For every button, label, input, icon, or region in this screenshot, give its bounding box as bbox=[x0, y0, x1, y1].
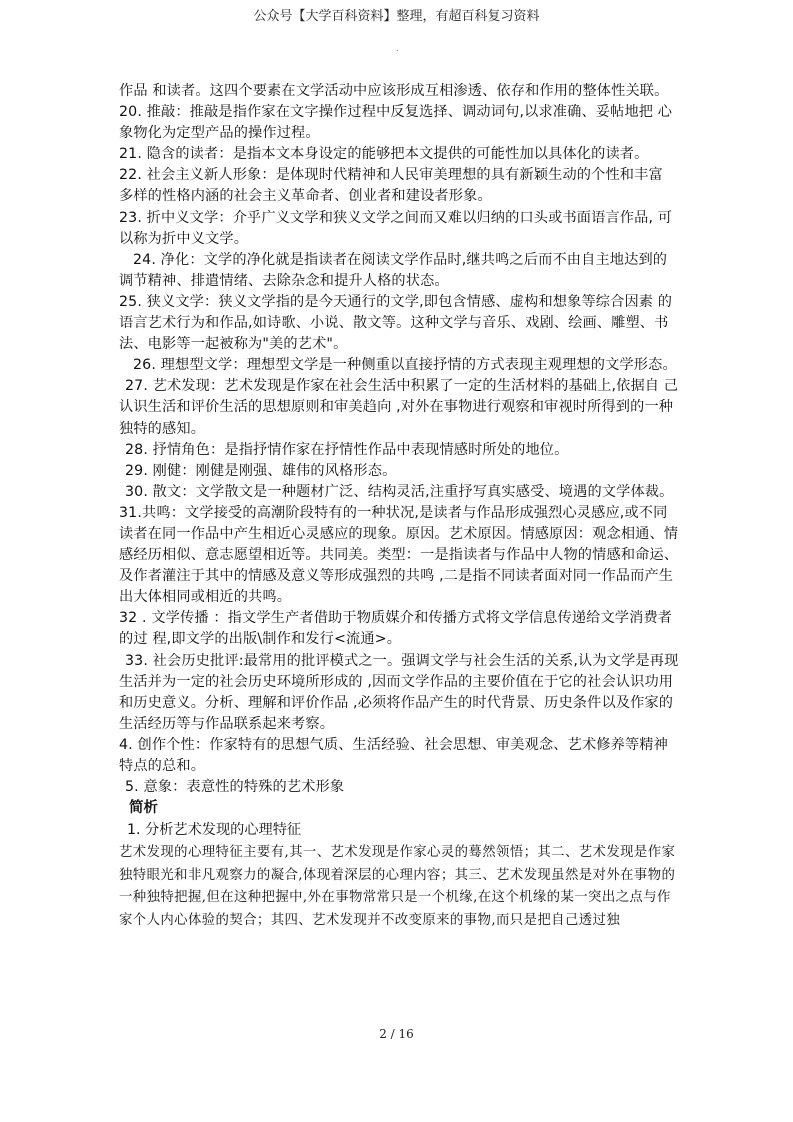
section-heading: 简析 bbox=[129, 800, 158, 817]
paragraph-30: 30. 散文：文学散文是一种题材广泛、结构灵活,注重抒写真实感受、境遇的文学体裁。 bbox=[125, 483, 674, 500]
question-title: 1. 分析艺术发现的心理特征 bbox=[127, 822, 302, 839]
page-header: 公众号【大学百科资料】整理，有超百科复习资料 bbox=[253, 9, 540, 24]
paragraph-20: 20. 推敲：推敲是指作家在文字操作过程中反复选择、调动词句,以求准确、妥帖地把 心象物化为定型产品的操作过程。 bbox=[119, 104, 673, 142]
paragraph-28: 28. 抒情角色：是指抒情作家在抒情性作品中表现情感时所处的地位。 bbox=[125, 441, 569, 458]
paragraph-4: 4. 创作个性：作家特有的思想气质、生活经验、社会思想、审美观念、艺术修养等精神特点的总和。 bbox=[119, 736, 668, 774]
paragraph-5: 5. 意象：表意性的特殊的艺术形象 bbox=[125, 779, 345, 796]
paragraph-31: 31.共鸣：文学接受的高潮阶段特有的一种状况,是读者与作品形成强烈心灵感应,或不同读者在同一作品中产生相近心灵感应的现象。原因。艺术原因。情感原因：观念相通、情感经历相似、意志愿望相近等。共同美。类型：一是指读者与作品中人物的情感和命运、及作者灌注于其中的情感及意义等形成强烈的共鸣 ,二是指不同读者面对同一作品而产生出大体相同或相近的共鸣。 bbox=[119, 504, 679, 606]
page-number: 2 / 16 bbox=[379, 1027, 414, 1041]
paragraph-32: 32 . 文学传播 ：指文学生产者借助于物质媒介和传播方式将文学信息传递给文学消费者的过 程,即文学的出版\制作和发行<流通>。 bbox=[119, 610, 673, 648]
paragraph-24: 24. 净化：文学的净化就是指读者在阅读文学作品时,继共鸣之后而不由自主地达到的 调节精神、排遣情绪、去除杂念和提升人格的状态。 bbox=[119, 251, 668, 289]
paragraph-33: 33. 社会历史批评:最常用的批评模式之一。强调文学与社会生活的关系,认为文学是再现生活并为一定的社会历史环境所形成的 ,因而文学作品的主要价值在于它的社会认识功用和历史意义。分析、理解和评价作品 ,必须将作品产生的时代背景、历史条件以及作家的生活经历等与作品联系起来考察。 bbox=[119, 652, 679, 732]
paragraph-22: 22. 社会主义新人形象：是体现时代精神和人民审美理想的具有新颖生动的个性和丰富 多样的性格内涵的社会主义革命者、创业者和建设者形象。 bbox=[119, 167, 663, 205]
answer-paragraph: 艺术发现的心理特征主要有,其一、艺术发现是作家心灵的蓦然领悟；其二、艺术发现是作家独特眼光和非凡观察力的凝合,体现着深层的心理内容；其三、艺术发现虽然是对外在事物的一种独特把握,但在这种把握中,外在事物常常只是一个机缘,在这个机缘的某一突出之点与作家个人内心体验的契合；其四、艺术发现并不改变原来的事物,而只是把自己透过独 bbox=[119, 845, 676, 928]
header-dot: . bbox=[396, 44, 399, 53]
document-body bbox=[119, 81, 679, 932]
paragraph-21: 21. 隐含的读者：是指本文本身设定的能够把本文提供的可能性加以具体化的读者。 bbox=[119, 146, 649, 163]
paragraph-27: 27. 艺术发现：艺术发现是作家在社会生活中积累了一定的生活材料的基础上,依据自 己认识生活和评价生活的思想原则和审美趋向 ,对外在事物进行观察和审视时所得到的一种独特的感知。 bbox=[119, 378, 679, 437]
paragraph-25: 25. 狭义文学：狭义文学指的是今天通行的文学,即包含情感、虚构和想象等综合因素 的语言艺术行为和作品,如诗歌、小说、散文等。这种文学与音乐、戏剧、绘画、雕塑、书法、电影等一起被称为"美的艺术"。 bbox=[119, 293, 673, 353]
paragraph-23: 23. 折中义文学：介乎广义文学和狭义文学之间而又难以归纳的口头或书面语言作品, 可以称为折中义文学。 bbox=[119, 209, 673, 247]
paragraph-intro: 作品 和读者。这四个要素在文学活动中应该形成互相渗透、依存和作用的整体性关联。 bbox=[119, 83, 669, 99]
paragraph-29: 29. 刚健：刚健是刚强、雄伟的风格形态。 bbox=[125, 462, 397, 479]
paragraph-26: 26. 理想型文学：理想型文学是一种侧重以直接抒情的方式表现主观理想的文学形态。 bbox=[133, 357, 677, 374]
